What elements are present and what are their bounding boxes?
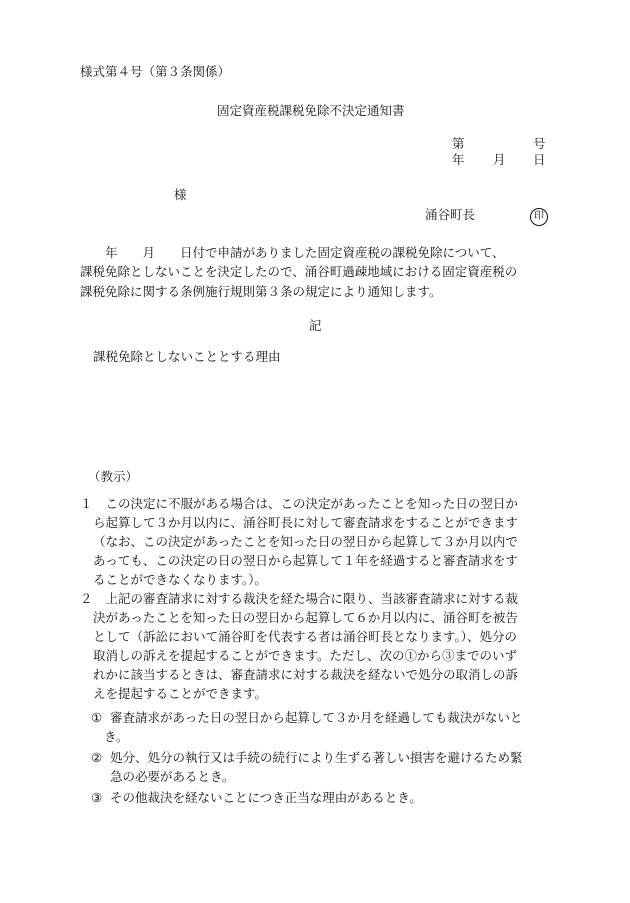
sub-item-1-mark: ① [91,710,103,725]
date-month: 月 [493,152,506,167]
notice-header: （教示） [88,469,139,484]
sub-item-3-mark: ③ [91,790,103,805]
document-title: 固定資産税課税免除不決定通知書 [217,103,405,118]
form-number: 様式第４号（第３条関係） [80,64,231,79]
notice-item-1-line-1: この決定に不服がある場合は、この決定があったことを知った日の翌日か [93,496,518,511]
notice-item-2-number: ２ [80,591,93,606]
doc-number-suffix: 号 [533,136,546,151]
sub-item-2-mark: ② [91,750,103,765]
date-year: 年 [452,152,465,167]
reason-label: 課税免除としないこととする理由 [93,349,281,364]
date-day: 日 [533,152,546,167]
notice-item-2-line-3: として（訴訟において涌谷町を代表する者は涌谷町長となります。）、処分の [93,629,518,644]
notice-item-1-line-4: あっても、この決定の日の翌日から起算して１年を経過すると審査請求をす [93,553,518,568]
notice-item-1-line-2: ら起算して３か月以内に、涌谷町長に対して審査請求をすることができます [93,515,519,530]
notice-item-2-line-2: 決があったことを知った日の翌日から起算して６か月以内に、涌谷町を被告 [93,610,518,625]
body-line-2: 課税免除としないことを決定したので、涌谷町過疎地域における固定資産税の [80,264,518,279]
sub-item-3-line-1: その他裁決を経ないことにつき正当な理由があるとき。 [110,790,422,805]
seal-mark [530,205,548,226]
seal-circle: 印 [530,208,548,226]
notice-item-1-number: １ [80,496,93,511]
sub-item-2-line-1: 処分、処分の執行又は手続の続行により生ずる著しい損害を避けるため緊 [110,750,523,765]
notice-item-2-line-5: れかに該当するときは、審査請求に対する裁決を経ないで処分の取消しの訴 [93,667,519,682]
sub-item-1-line-2: き。 [104,729,129,744]
body-line-3: 課税免除に関する条例施行規則第３条の規定により通知します。 [80,284,442,299]
addressee-honorific: 様 [174,187,187,202]
sub-item-2-line-2: 急の必要があるとき。 [110,769,235,784]
ki-heading: 記 [309,318,322,333]
body-line-1: 年 月 日付で申請がありました固定資産税の課税免除について、 [80,245,505,260]
doc-number-prefix: 第 [452,136,465,151]
notice-item-2-line-4: 取消しの訴えを提起することができます。ただし、次の①から③までのいず [93,648,518,663]
sender-name: 涌谷町長 [425,207,476,222]
notice-item-1-line-3: （なお、この決定があったことを知った日の翌日から起算して３か月以内で [93,534,518,549]
sub-item-1-line-1: 審査請求があった日の翌日から起算して３か月を経過しても裁決がないと [110,710,523,725]
notice-item-2-line-6: えを提起することができます。 [93,686,268,701]
notice-item-1-line-5: ることができなくなります。）。 [93,572,268,587]
notice-item-2-line-1: 上記の審査請求に対する裁決を経た場合に限り、当該審査請求に対する裁 [93,591,519,606]
